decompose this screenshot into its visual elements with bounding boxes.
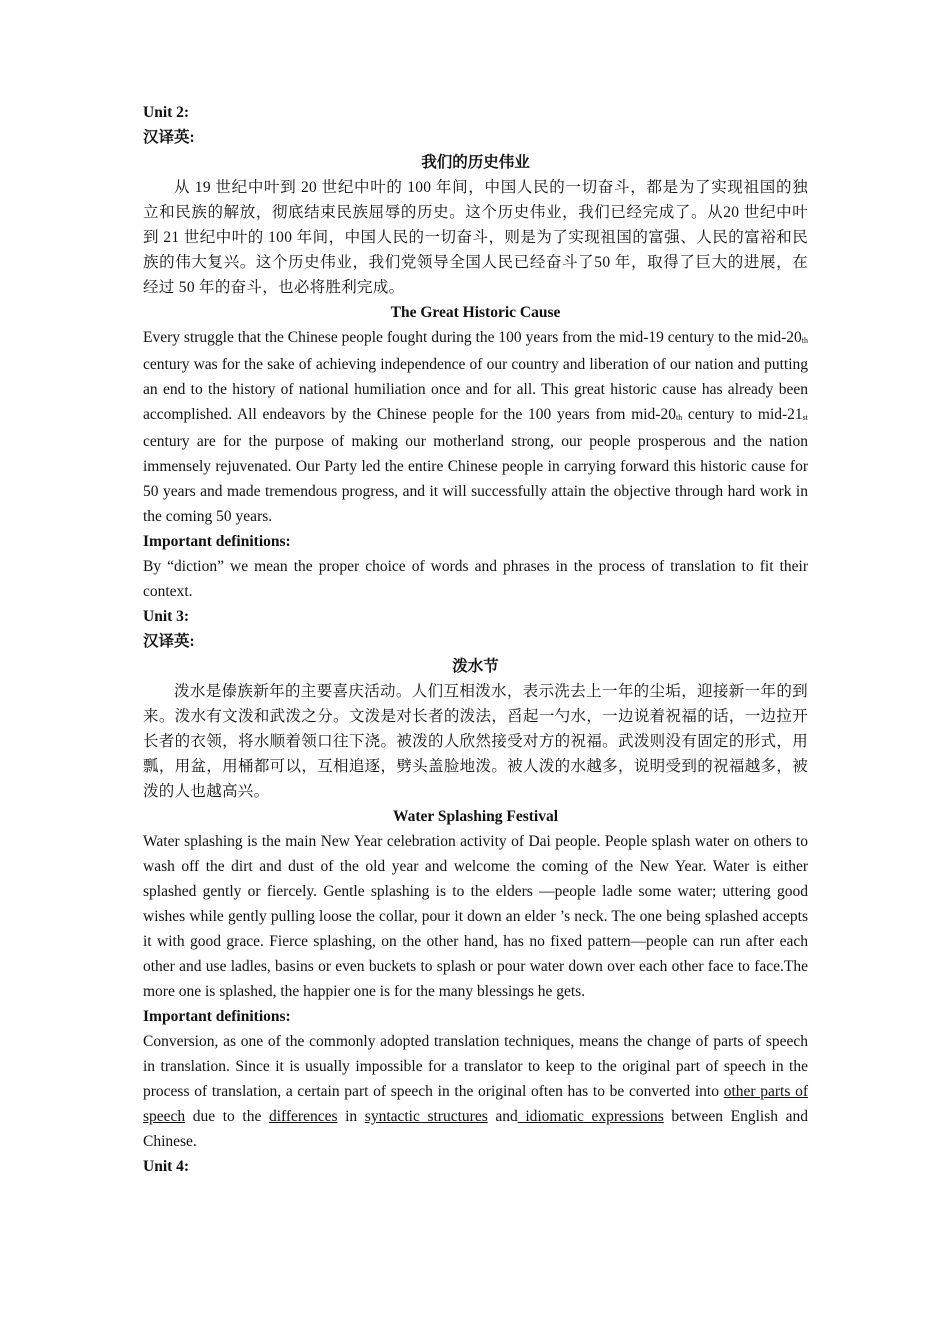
unit3-zh-title: 泼水节 <box>452 658 499 675</box>
unit2-en-title: The Great Historic Cause <box>390 304 561 321</box>
unit2-en-paragraph <box>143 325 808 529</box>
unit4-heading: Unit 4: <box>143 1158 190 1175</box>
unit2-zh-title: 我们的历史伟业 <box>421 154 530 171</box>
ordinal-suffix: st <box>802 413 809 422</box>
unit3-definition-text <box>143 1029 808 1154</box>
unit3-heading: Unit 3: <box>143 608 190 625</box>
unit3-zh-paragraph: 泼水是傣族新年的主要喜庆活动。人们互相泼水，表示洗去上一年的尘垢，迎接新一年的到来。泼水有文泼和武泼之分。文泼是对长者的泼法，舀起一勺水，一边说着祝福的话，一边拉开长者的衣领，将水顺着领口往下浇。被泼的人欣然接受对方的祝福。武泼则没有固定的形式，用瓢，用盆，用桶都可以，互相追逐，劈头盖脸地泼。被人泼的水越多，说明受到的祝福越多，被泼的人也越高兴。 <box>143 683 808 800</box>
ordinal-suffix: th <box>801 336 808 345</box>
underlined-term: other parts of speech <box>143 1083 809 1125</box>
document-page <box>143 100 808 1179</box>
unit2-definition-text: By “diction” we mean the proper choice of words and phrases in the process of translation to fit their context. <box>143 558 808 600</box>
text-run: century to mid-21 <box>682 406 803 423</box>
unit2-heading: Unit 2: <box>143 104 190 121</box>
unit2-zh-paragraph: 从 19 世纪中叶到 20 世纪中叶的 100 年间，中国人民的一切奋斗，都是为了实现祖国的独立和民族的解放，彻底结束民族屈辱的历史。这个历史伟业，我们已经完成了。从20 世纪中叶到 21 世纪中叶的 100 年间，中国人民的一切奋斗，则是为了实现祖国的富强、人民的富裕和民族的伟大复兴。这个历史伟业，我们党领导全国人民已经奋斗了50 年，取得了巨大的进展，在经过 50 年的奋斗，也必将胜利完成。 <box>143 179 808 296</box>
unit3-definitions-heading: Important definitions: <box>143 1008 291 1025</box>
text-run: and <box>487 1108 518 1125</box>
underlined-term: idiomatic expressions <box>517 1108 664 1125</box>
ordinal-suffix: th <box>675 413 683 422</box>
unit2-definitions-heading: Important definitions: <box>143 533 291 550</box>
underlined-term: differences <box>268 1108 338 1125</box>
underlined-term: syntactic structures <box>364 1108 488 1125</box>
unit3-en-title: Water Splashing Festival <box>392 808 559 825</box>
unit3-en-paragraph: Water splashing is the main New Year celebration activity of Dai people. People splash water on others to wash off the dirt and dust of the old year and welcome the coming of the New Year. Water is either splashed gently or fiercely. Gentle splashing is to the elders —people ladle some water; uttering good wishes while gently pulling loose the collar, pour it down an elder ’s neck. The one being splashed accepts it with good grace. Fierce splashing, on the other hand, has no fixed pattern—people can run after each other and use ladles, basins or even buckets to splash or pour water down over each other face to face.The more one is splashed, the happier one is for the many blessings he gets. <box>143 833 808 1000</box>
text-run: between English and Chinese. <box>143 1108 808 1150</box>
unit2-label: 汉译英: <box>143 129 195 146</box>
text-run: in <box>337 1108 365 1125</box>
unit3-label: 汉译英: <box>143 633 195 650</box>
text-run: Conversion, as one of the commonly adopted translation techniques, means the change of parts of speech in translation. Since it is usually impossible for a translator to keep to the original part of speech in the process of translation, a certain part of speech in the original often has to be converted into <box>143 1033 808 1100</box>
text-run: century are for the purpose of making our motherland strong, our people prosperous and the nation immensely rejuvenated. Our Party led the entire Chinese people in carrying forward this historic cause for 50 years and made tremendous progress, and it will successfully attain the objective through hard work in the coming 50 years. <box>143 433 808 525</box>
text-run: due to the <box>185 1108 269 1125</box>
text-run: Every struggle that the Chinese people fought during the 100 years from the mid-19 century to the mid-20 <box>143 329 802 346</box>
text-run: century was for the sake of achieving independence of our country and liberation of our nation and putting an end to the history of national humiliation once and for all. This great historic cause has already been accomplished. All endeavors by the Chinese people for the 100 years from mid-20 <box>143 356 808 423</box>
